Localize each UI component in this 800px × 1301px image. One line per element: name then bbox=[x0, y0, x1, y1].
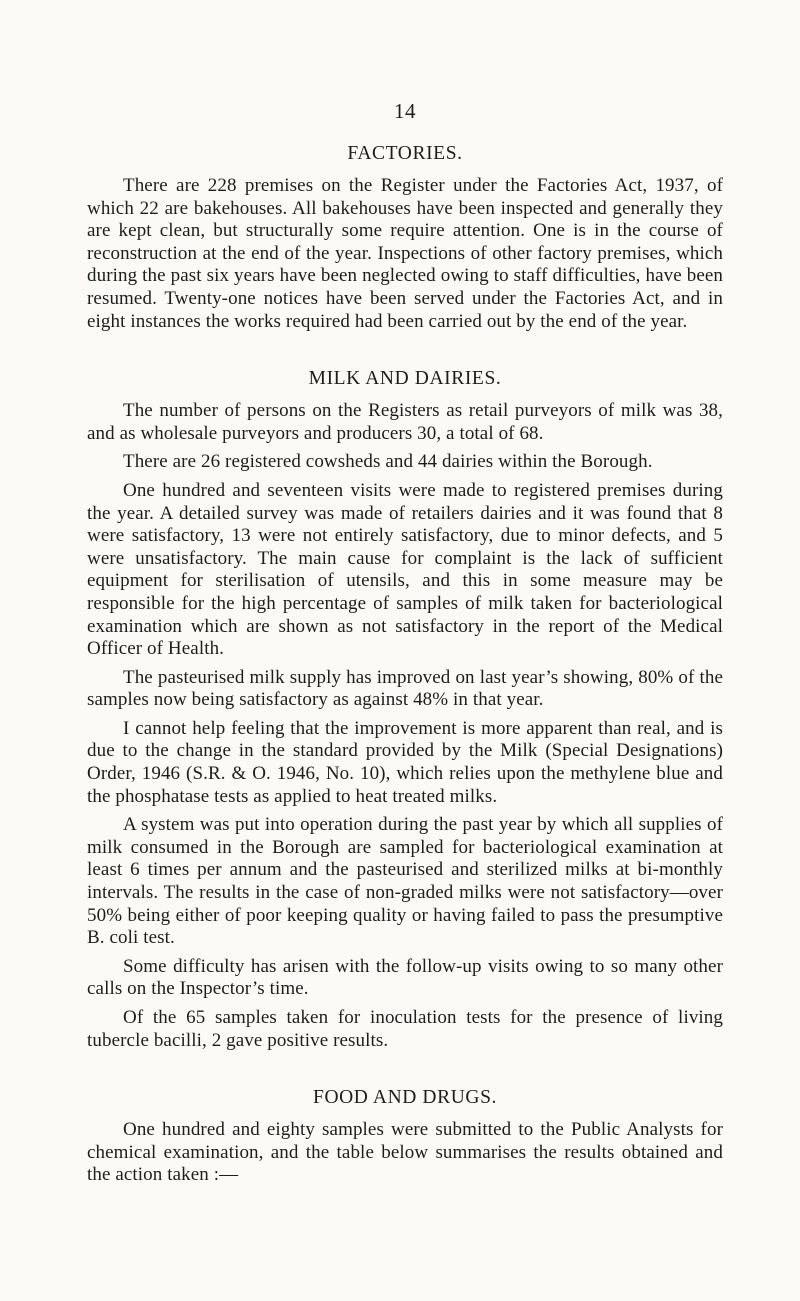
page-number: 14 bbox=[394, 99, 416, 123]
paragraph-food-1: One hundred and eighty samples were submitted to the Public Analysts for chemical examination, and the table below summarises the results obtained and the action taken :— bbox=[87, 1119, 723, 1186]
paragraph-milk-8: Of the 65 samples taken for inoculation tests for the presence of living tubercle bacilli, 2 gave positive results. bbox=[87, 1007, 723, 1051]
paragraph-milk-2: There are 26 registered cowsheds and 44 dairies within the Borough. bbox=[123, 451, 653, 473]
paragraph-milk-7: Some difficulty has arisen with the follow-up visits owing to so many other calls on the Inspector’s time. bbox=[87, 955, 723, 1000]
section-heading-milk-and-dairies: MILK AND DAIRIES. bbox=[308, 368, 502, 390]
section-food-and-drugs bbox=[87, 1086, 723, 1187]
paragraph-milk-6: A system was put into operation during the past year by which all supplies of milk consumed in the Borough are sampled for bacteriological examination at least 6 times per annum and the pasteurised and sterilized milks at bi-monthly intervals. The results in the case of non-graded milks were not satisfactory—over 50% being either of poor keeping quality or having failed to pass the presumptive B. coli test. bbox=[87, 814, 723, 949]
paragraph-milk-5: I cannot help feeling that the improvement is more apparent than real, and is due to the change in the standard provided by the Milk (Special Designations) Order, 1946 (S.R. & O. 1946, No. 10), which relies upon the methylene blue and the phosphatase tests as applied to heat treated milks. bbox=[87, 717, 723, 807]
paragraph-factories-1: There are 228 premises on the Register under the Factories Act, 1937, of which 22 are bakehouses. All bakehouses have been inspected and generally they are kept clean, but structurally some require attention. One is in the course of reconstruction at the end of the year. Inspections of other factory premises, which during the past six years have been neglected owing to staff difficulties, have been resumed. Twenty-one notices have been served under the Factories Act, and in eight instances the works required had been carried out by the end of the year. bbox=[87, 175, 723, 332]
paragraph-milk-1: The number of persons on the Registers as retail purveyors of milk was 38, and as wholesale purveyors and producers 30, a total of 68. bbox=[87, 400, 723, 444]
section-factories bbox=[87, 142, 723, 333]
section-milk-and-dairies bbox=[87, 367, 723, 1052]
paragraph-milk-3: One hundred and seventeen visits were made to registered premises during the year. A detailed survey was made of retailers dairies and it was found that 8 were satisfactory, 13 were not entirely satisfactory, due to minor defects, and 5 were unsatisfactory. The main cause for complaint is the lack of sufficient equipment for sterilisation of utensils, and this in some measure may be responsible for the high percentage of samples of milk taken for bacteriological examination which are shown as not satisfactory in the report of the Medical Officer of Health. bbox=[87, 479, 723, 660]
section-heading-factories: FACTORIES. bbox=[347, 143, 463, 164]
paragraph-milk-4: The pasteurised milk supply has improved on last year’s showing, 80% of the samples now being satisfactory as against 48% in that year. bbox=[87, 666, 723, 711]
document-page bbox=[87, 98, 723, 1193]
section-heading-food-and-drugs: FOOD AND DRUGS. bbox=[313, 1087, 497, 1109]
